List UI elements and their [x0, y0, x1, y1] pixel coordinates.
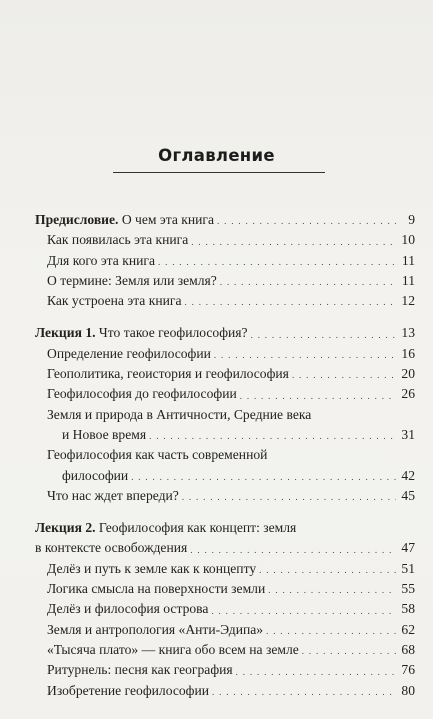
- toc-page-number: 12: [401, 293, 415, 309]
- toc-entry-line[interactable]: Земля и природа в Античности, Средние века: [47, 406, 312, 422]
- dot-leader: [251, 323, 396, 343]
- toc-page-number: 80: [401, 682, 415, 698]
- toc-entry[interactable]: [35, 291, 415, 311]
- toc-entry[interactable]: [35, 251, 415, 271]
- toc-entry-lecture-1[interactable]: [35, 323, 415, 343]
- toc-page-number: 68: [401, 641, 415, 657]
- toc-entry-lecture-2[interactable]: [35, 538, 415, 558]
- toc-entry-label: [35, 323, 248, 343]
- toc-entry-line[interactable]: Геофилософия как часть современной: [47, 447, 268, 463]
- toc-page-number: 51: [401, 560, 415, 576]
- toc-entry-preface[interactable]: [35, 210, 415, 230]
- toc-entry[interactable]: [35, 364, 415, 384]
- toc-entry-label: Геофилософия до геофилософии: [47, 386, 237, 402]
- table-of-contents: [35, 210, 415, 713]
- toc-page-number: 31: [401, 426, 415, 442]
- toc-entry-label: «Тысяча плато» — книга обо всем на земле: [47, 641, 299, 657]
- dot-leader: [220, 271, 396, 291]
- toc-page-number: 10: [401, 232, 415, 248]
- toc-entry-label: О термине: Земля или земля?: [47, 272, 217, 288]
- toc-page-number: 42: [401, 467, 415, 483]
- dot-leader: [211, 599, 396, 619]
- toc-entry-label: Для кого эта книга: [47, 252, 155, 268]
- toc-entry[interactable]: [35, 660, 415, 680]
- toc-entry-title: Что такое геофилософия?: [95, 325, 248, 341]
- toc-entry[interactable]: [35, 620, 415, 640]
- toc-section-lecture-1: [35, 323, 415, 506]
- toc-page-number: 11: [401, 252, 415, 268]
- toc-entry[interactable]: [35, 486, 415, 506]
- dot-leader: [266, 620, 396, 640]
- toc-page-number: 62: [401, 621, 415, 637]
- dot-leader: [131, 466, 396, 486]
- toc-entry-label: Что нас ждет впереди?: [47, 487, 179, 503]
- dot-leader: [185, 291, 397, 311]
- toc-entry-label: Изобретение геофилософии: [47, 682, 210, 698]
- dot-leader: [292, 364, 396, 384]
- dot-leader: [158, 251, 396, 271]
- toc-entry[interactable]: [35, 681, 415, 701]
- page-title: Оглавление: [158, 146, 275, 165]
- toc-entry[interactable]: [35, 230, 415, 250]
- toc-entry-bold-label: Лекция 1.: [35, 325, 96, 341]
- toc-entry-bold-label: Предисловие.: [35, 212, 119, 227]
- dot-leader: [236, 660, 396, 680]
- toc-entry-line[interactable]: [35, 518, 415, 538]
- toc-entry-label: Логика смысла на поверхности земли: [47, 581, 266, 597]
- dot-leader: [268, 579, 396, 599]
- toc-entry-label: философии: [62, 467, 129, 483]
- toc-entry[interactable]: [35, 344, 415, 364]
- dot-leader: [212, 681, 396, 701]
- toc-entry-label: Как устроена эта книга: [47, 293, 182, 309]
- toc-entry-label: Земля и антропология «Анти-Эдипа»: [47, 621, 264, 637]
- toc-entry[interactable]: [35, 466, 415, 486]
- dot-leader: [240, 384, 396, 404]
- toc-entry-label: в контексте освобождения: [35, 540, 188, 556]
- toc-entry[interactable]: [35, 384, 415, 404]
- toc-entry[interactable]: [35, 579, 415, 599]
- toc-entry-label: Геополитика, геоистория и геофилософия: [47, 366, 289, 382]
- toc-entry[interactable]: [35, 599, 415, 619]
- dot-leader: [182, 486, 396, 506]
- toc-page-number: 16: [401, 345, 415, 361]
- toc-entry[interactable]: [35, 640, 415, 660]
- toc-entry[interactable]: [35, 425, 415, 445]
- dot-leader: [217, 210, 396, 230]
- toc-entry-title: Геофилософия как концепт: земля: [95, 520, 297, 536]
- toc-entry-label: и Новое время: [62, 426, 147, 442]
- toc-page-number: 47: [401, 540, 415, 556]
- toc-entry-label: Как появилась эта книга: [47, 232, 189, 248]
- toc-page-number: 26: [401, 386, 415, 402]
- toc-section-lecture-2: [35, 518, 415, 701]
- toc-page-number: 13: [401, 325, 415, 341]
- toc-entry-label: Делёз и философия острова: [47, 601, 209, 617]
- title-underline: [113, 172, 325, 173]
- dot-leader: [190, 538, 396, 558]
- dot-leader: [302, 640, 396, 660]
- dot-leader: [149, 425, 396, 445]
- toc-page-number: 11: [401, 272, 415, 288]
- toc-section-preface: [35, 210, 415, 311]
- toc-page-number: 45: [401, 487, 415, 503]
- toc-entry[interactable]: [35, 559, 415, 579]
- dot-leader: [214, 344, 396, 364]
- toc-entry[interactable]: [35, 271, 415, 291]
- toc-page-number: 20: [401, 366, 415, 382]
- toc-page-number: 9: [408, 212, 415, 227]
- toc-entry-label: [35, 210, 214, 230]
- toc-page-number: 55: [401, 581, 415, 597]
- toc-entry-label: Определение геофилософии: [47, 345, 211, 361]
- dot-leader: [191, 230, 396, 250]
- dot-leader: [259, 559, 396, 579]
- toc-entry-label: Ритурнель: песня как география: [47, 662, 233, 678]
- toc-entry-title: О чем эта книга: [118, 212, 215, 227]
- toc-entry-bold-label: Лекция 2.: [35, 520, 96, 536]
- toc-page-number: 76: [401, 662, 415, 678]
- toc-entry-label: Делёз и путь к земле как к концепту: [47, 560, 257, 576]
- toc-page-number: 58: [401, 601, 415, 617]
